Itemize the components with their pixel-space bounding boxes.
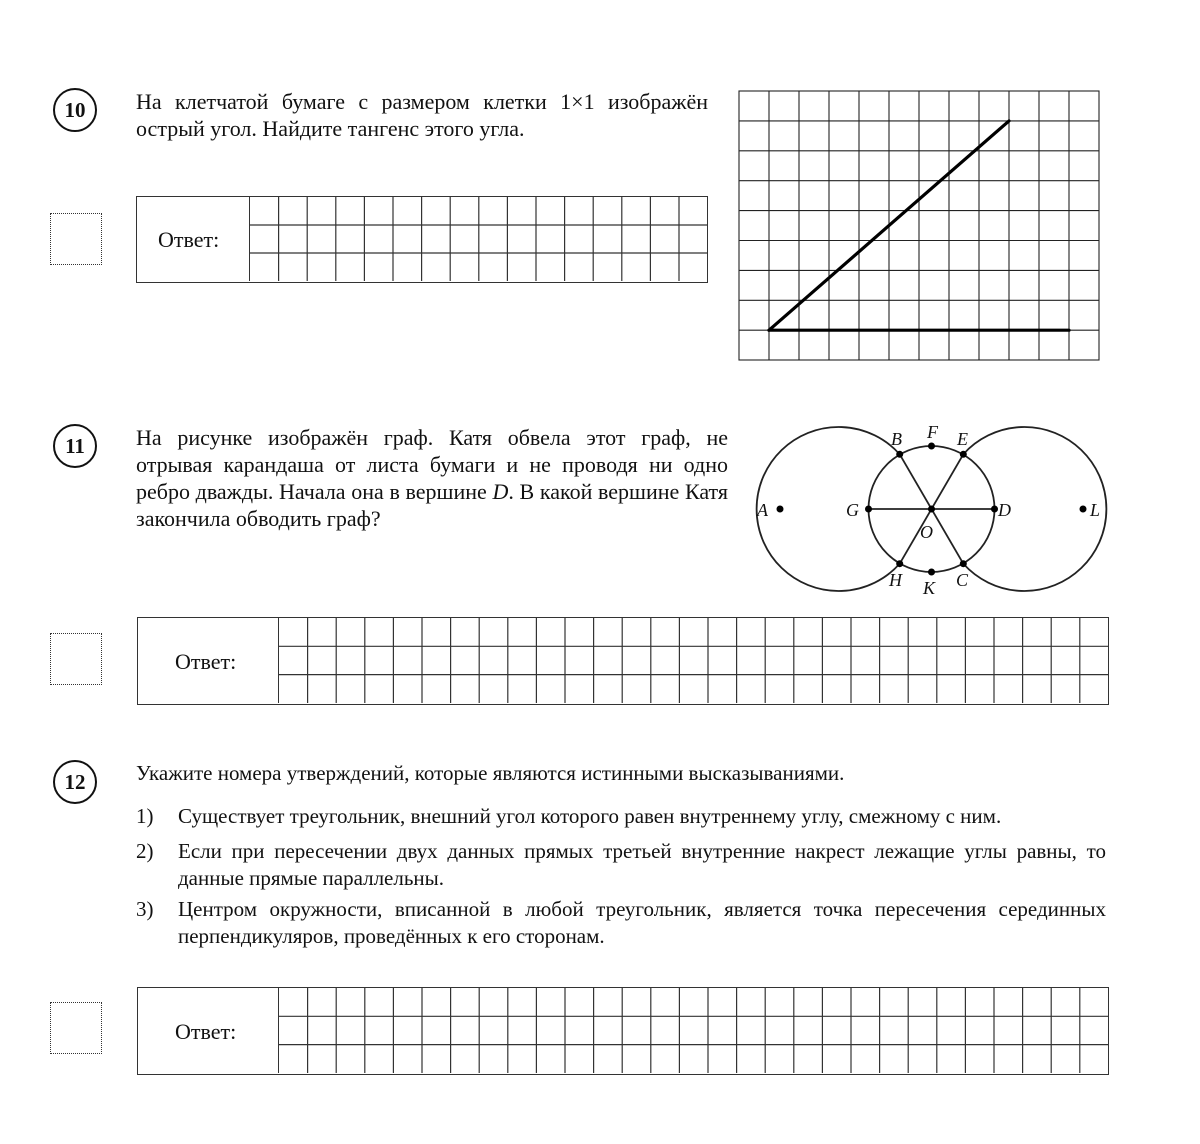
statement-item [136,838,1106,892]
score-checkbox[interactable] [50,213,102,265]
statement-item [136,896,1106,950]
answer-label: Ответ: [175,649,237,674]
graph-label-G: G [846,500,859,520]
graph-vertex-L [1080,506,1087,513]
answer-label: Ответ: [158,227,220,252]
statement-text: Если при пересечении двух данных прямых третьей внутренние накрест лежащие углы равны, то данные прямые параллельны. [178,839,1106,890]
graph-figure [750,418,1110,600]
graph-label-H: H [889,570,902,590]
graph-label-E: E [957,429,968,449]
answer-cells[interactable] [278,618,1109,703]
answer-cells[interactable] [278,988,1109,1073]
task-text: Укажите номера утверждений, которые являются истинными высказываниями. [136,761,845,785]
task-number-badge: 12 [53,760,97,804]
graph-label-F: F [927,422,938,442]
score-checkbox[interactable] [50,1002,102,1054]
task-text: На рисунке изображён граф. Катя обвела этот граф, не отрывая карандаша от листа бумаги и не проводя ни одно ребро дважды. Начала она в вершине D. В какой вершине Катя закончила обводить граф? [136,425,728,531]
graph-label-A: A [757,500,768,520]
graph-vertex-O [928,506,935,513]
graph-label-B: B [891,429,902,449]
answer-box[interactable] [137,987,1109,1075]
graph-label-L: L [1090,500,1101,520]
graph-label-K: K [923,578,936,598]
answer-box[interactable] [137,617,1109,705]
score-checkbox[interactable] [50,633,102,685]
answer-box[interactable] [136,196,708,283]
graph-vertex-G [865,506,872,513]
answer-label: Ответ: [175,1019,237,1044]
graph-vertex-B [896,451,903,458]
graph-vertex-A [777,506,784,513]
graph-label-O: O [920,522,933,542]
graph-vertex-H [896,560,903,567]
statement-number: 3) [136,897,154,921]
statement-text: Существует треугольник, внешний угол которого равен внутреннему углу, смежному с ним. [178,804,1002,828]
statement-text: Центром окружности, вписанной в любой треугольник, является точка пересечения серединных перпендикуляров, проведённых к его сторонам. [178,897,1106,948]
graph-label-C: C [956,570,969,590]
graph-vertex-D [991,506,998,513]
graph-vertex-E [960,451,967,458]
angle-grid-figure [738,90,1102,362]
statement-number: 1) [136,804,154,828]
graph-vertex-K [928,569,935,576]
graph-vertex-F [928,443,935,450]
statement-number: 2) [136,839,154,863]
graph-label-D: D [998,500,1011,520]
task-number-badge: 10 [53,88,97,132]
answer-cells[interactable] [249,197,708,281]
statement-item [136,803,1106,830]
task-text: На клетчатой бумаге с размером клетки 1×1 изображён острый угол. Найдите тангенс этого угла. [136,89,708,141]
graph-vertex-C [960,560,967,567]
task-number-badge: 11 [53,424,97,468]
